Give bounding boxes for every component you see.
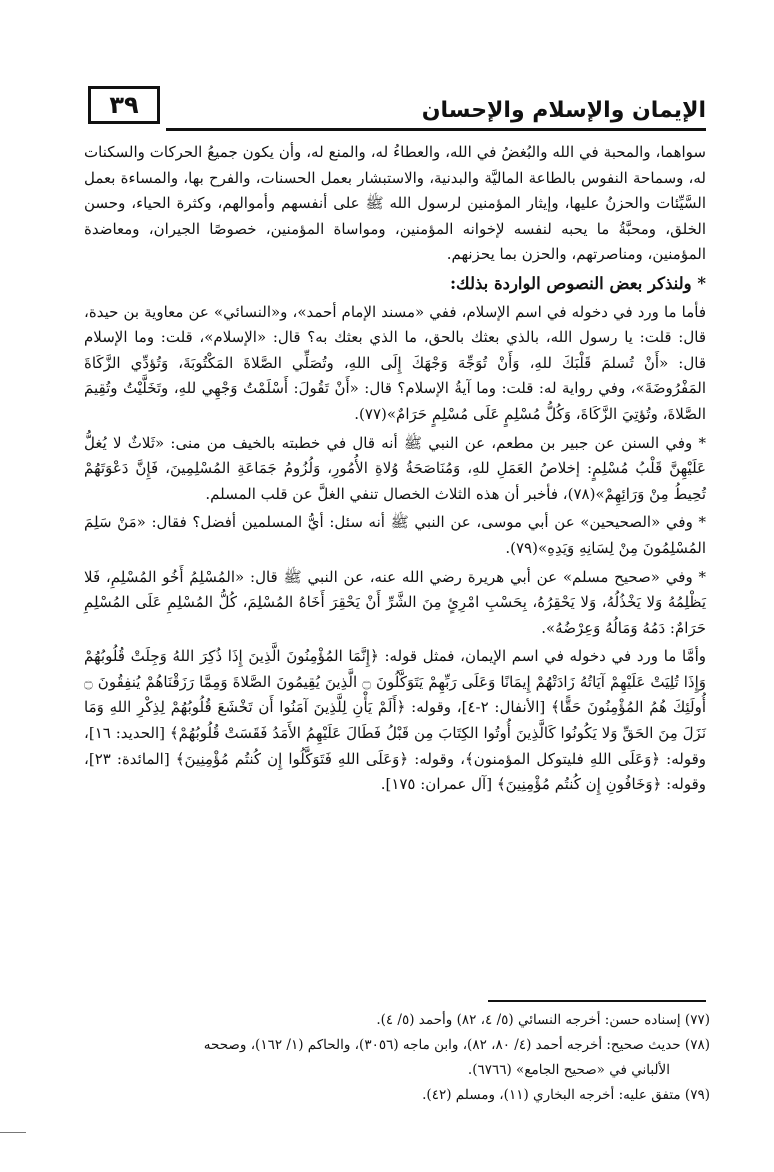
main-text: [84, 140, 706, 798]
paragraph-intro: سواهما، والمحبة في الله والبُغضُ في الله، والعطاءُ له، والمنع له، وأن يكون جميعُ الحركات والسكنات له، وسماحة النفوس بالطاعة الماليَّة والبدنية، والاستبشار بعمل الحسنات، والفرح بها، والمساءة بعمل السَّيِّئات والحزنُ عليها، وإيثار المؤمنين لرسول الله ﷺ على أنفسهم وأموالهم، وكثرة الحياء، وحسن الخلق، ومحبَّةُ ما يحبه لنفسه لإخوانه المؤمنين، ومواساة المؤمنين، خصوصًا الجيران، ومعاضدة المؤمنين، ومناصرتهم، والحزن بما يحزنهم.: [84, 143, 706, 264]
bottom-edge-rule: [0, 1132, 26, 1133]
paragraph-sahihain: * وفي «الصحيحين» عن أبي موسى، عن النبي ﷺ أنه سئل: أيُّ المسلمين أفضل؟ فقال: «مَنْ سَلِمَ المُسْلِمُونَ مِنْ لِسَانِهِ وَيَدِهِ»(٧٩).: [84, 513, 706, 557]
paragraph-muslim: * وفي «صحيح مسلم» عن أبي هريرة رضي الله عنه، عن النبي ﷺ قال: «المُسْلِمُ أَخُو المُسْلِمِ، فَلا يَظْلِمُهُ وَلا يَخْذُلُهُ، وَلا يَحْقِرُهُ، بِحَسْبِ امْرِئٍ مِنَ الشَّرِّ أَنْ يَحْقِرَ أَخَاهُ المُسْلِمَ، كُلُّ المُسْلِمِ عَلَى المُسْلِمِ حَرَامٌ: دَمُهُ وَمَالُهُ وَعِرْضُهُ».: [84, 567, 706, 637]
paragraph-sunan: * وفي السنن عن جبير بن مطعم، عن النبي ﷺ أنه قال في خطبته بالخيف من منى: «ثَلاثٌ لا يُغلُّ عَلَيْهِنَّ قَلْبُ مُسْلِمٍ: إخلاصُ العَمَلِ للهِ، وَمُنَاصَحَةُ وُلاةِ الأُمُورِ، وَلُزُومُ جَمَاعَةِ المُسْلِمِينَ، فَإِنَّ دَعْوَتَهُمْ تُحِيطُ مِنْ وَرَائِهِمْ»(٧٨)، فأخبر أن هذه الثلاث الخصال تنفي الغلَّ عن قلب المسلم.: [84, 433, 706, 503]
paragraph-islam: فأما ما ورد في دخوله في اسم الإسلام، ففي «مسند الإمام أحمد»، و«النسائي» عن معاوية بن حيدة، قال: قلت: يا رسول الله، بالذي بعثك بالحق، ما الذي بعثك به؟ قال: «الإسلام»، قلت: وما الإسلام قال: «أَنْ تُسلمَ قَلْبَكَ للهِ، وَأَنْ تُوَجِّهَ وَجْهَكَ إِلَى اللهِ، وتُصَلِّي الصَّلاةَ المَكْتُوبَةَ، وَتُؤدِّي الزَّكَاةَ المَفْرُوضَةَ»، وفي رواية له: قلت: وما آيةُ الإسلام؟ قال: «أَنْ تَقُولَ: أَسْلَمْتُ وَجْهِي للهِ، وتَخَلَّيْتُ وتُقِيمَ الصَّلاةَ، وتُؤتِيَ الزَّكَاةَ، وَكُلُّ مُسْلِمٍ عَلَى مُسْلِمٍ حَرَامٌ»(٧٧).: [84, 302, 706, 423]
header-rule: [166, 128, 706, 131]
page-header: [88, 86, 706, 132]
footnote-78: (٧٨) حديث صحيح: أخرجه أحمد (٤/ ٨٠، ٨٢)، وابن ماجه (٣٠٥٦)، والحاكم (١/ ١٦٢)، وصححه: [203, 1037, 710, 1053]
paragraph-iman: وأمَّا ما ورد في دخوله في اسم الإيمان، فمثل قوله: ﴿إِنَّمَا المُؤْمِنُونَ الَّذِينَ إِذَا ذُكِرَ اللهُ وَجِلَتْ قُلُوبُهُمْ وَإِذَا تُلِيَتْ عَلَيْهِمْ آيَاتُهُ زَادَتْهُمْ إِيمَانًا وَعَلَى رَبِّهِمْ يَتَوَكَّلُونَ ۝ الَّذِينَ يُقِيمُونَ الصَّلاةَ وَمِمَّا رَزَقْنَاهُمْ يُنفِقُونَ ۝ أُولَئِكَ هُمُ المُؤْمِنُونَ حَقًّا﴾ [الأنفال: ٢-٤]، وقوله: ﴿أَلَمْ يَأْنِ لِلَّذِينَ آمَنُوا أَن تَخْشَعَ قُلُوبُهُمْ لِذِكْرِ اللهِ وَمَا نَزَلَ مِنَ الحَقِّ وَلا يَكُونُوا كَالَّذِينَ أُوتُوا الكِتَابَ مِن قَبْلُ فَطَالَ عَلَيْهِمُ الأَمَدُ فَقَسَتْ قُلُوبُهُمْ﴾ [الحديد: ١٦]، وقوله: ﴿وَعَلَى اللهِ فليتوكل المؤمنون﴾، وقوله: ﴿وَعَلَى اللهِ فَتَوَكَّلُوا إِن كُنتُم مُؤْمِنِينَ﴾ [المائدة: ٢٣]، وقوله: ﴿وَخَافُونِ إِن كُنتُم مُؤْمِنِينَ﴾ [آل عمران: ١٧٥].: [84, 647, 707, 794]
section-heading: * ولنذكر بعض النصوص الواردة بذلك:: [449, 273, 706, 293]
page-number: ٣٩: [88, 86, 160, 124]
footnote-77: (٧٧) إسناده حسن: أخرجه النسائي (٥/ ٤، ٨٢) وأحمد (٥/ ٤).: [376, 1012, 710, 1028]
footnote-78-continued: الألباني في «صحيح الجامع» (٦٧٦٦).: [467, 1062, 670, 1078]
footnote-79: (٧٩) متفق عليه: أخرجه البخاري (١١)، ومسلم (٤٢).: [422, 1087, 710, 1103]
running-title: الإيمان والإسلام والإحسان: [421, 98, 706, 123]
footnote-rule: [488, 1000, 706, 1002]
footnotes: [80, 1008, 710, 1108]
